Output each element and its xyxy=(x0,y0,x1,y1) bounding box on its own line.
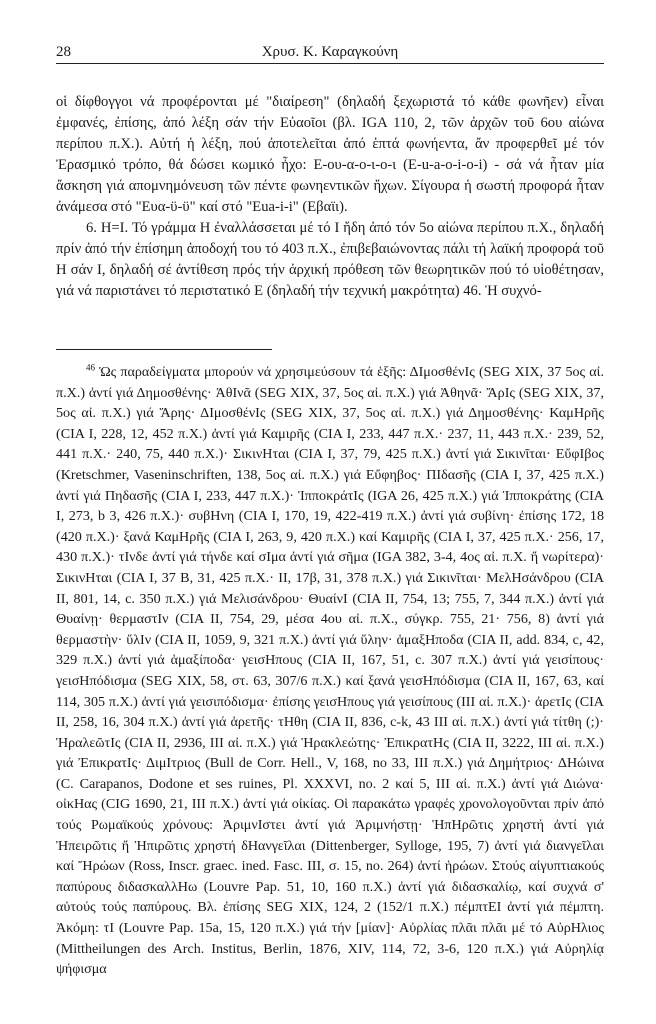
footnote-separator xyxy=(56,349,272,350)
paragraph-diphthongs: οἱ δίφθογγοι νά προφέρονται μέ "διαίρεση" (δηλαδή ξεχωριστά τό κάθε φωνῆεν) εἶναι ἐμφανές, ἐπίσης, ἀπό λέξη σάν τήν Εὐαοῖοι (βλ. IGA 110, 2, τῶν ἀρχῶν τοῦ 6ου αἰώνα περίπου π.Χ.). Αὐτή ἡ λέξη, πού ἀποτελεῖται ἀπό ἑπτά φωνήεντα, ἄν προφερθεῖ μέ τόν Ἐρασμικό τρόπο, θά δώσει κωμικό ἦχο: Ε-ου-α-ο-ι-ο-ι (E-u-a-o-i-o-i) - σά νά ἦταν μία ἄσκηση γιά απομνημόνευση τῶν πέντε φωνηεντικῶν ἤχων. Σίγουρα ἡ σωστή προφορά ἦταν ἀνάμεσα στό "Ευα-ϋ-ϋ" καί στό "Eua-i-i" (Εβαϊι). xyxy=(56,94,604,215)
page-number: 28 xyxy=(56,44,71,60)
footnote-46 xyxy=(56,362,604,980)
footnote-text: Ὡς παραδείγματα μπορούν νά χρησιμεύσουν τά ἑξῆς: ΔΙμοσθένΙς (SEG XIX, 37 5ος αἰ. π.Χ.) ἀντί γιά Δημοσθένης· ἈθΙνᾶ (SEG XIX, 37, 5ος αἰ. π.Χ.) γιά Ἀθηνᾶ· ἌρΙς (SEG XIX, 37, 5ος αἰ. π.Χ.) γιά Ἄρης· ΔΙμοσθένΙς (SEG XIX, 37, 5ος αἰ. π.Χ.) γιά Δημοσθένης· ΚαμΗρῆς (CIA I, 228, 12, 452 π.Χ.) ἀντί γιά Καμιρῆς (CIA I, 233, 447 π.Χ.· 237, 11, 443 π.Χ.· 239, 52, 441 π.Χ.· 240, 75, 440 π.Χ.)· ΣικινΗται (CIA I, 37, 79, 425 π.Χ.) ἀντί γιά Σικινῖται· ΕὔφΙβος (Kretschmer, Vaseninschriften, 138, 5ος αἰ. π.Χ.) γιά Εὔφηβος· ΠΙδασῆς (CIA I, 37, 425 π.Χ.) ἀντί γιά Πηδασῆς (CIA I, 233, 447 π.Χ.)· ἹπποκράτΙς (IGA 26, 425 π.Χ.) γιά Ἱπποκράτης (CIA I, 273, b 3, 426 π.Χ.)· συβΗνη (CIA I, 170, 19, 422-419 π.Χ.) ἀντί γιά συβίνη· ἐπίσης 172, 18 (420 π.Χ.)· ξανά ΚαμΗρῆς (CIA I, 263, 9, 420 π.Χ.) καί Καμιρῆς (CIA I, 37, 425 π.Χ.· 256, 17, 430 π.Χ.)· τΙνδε ἀντί γιά τήνδε καί σΙμα ἀντί γιά σῆμα (IGA 382, 3-4, 4ος αἰ. π.Χ. ἤ νωρίτερα)· ΣικινΗται (CIA I, 37 B, 31, 425 π.Χ.· II, 17β, 31, 378 π.Χ.) γιά Σικινῖται· ΜελΗσάνδρου (CIA II, 801, 14, c. 350 π.Χ.) γιά Μελισάνδρου· ΘυαίνΙ (CIA II, 754, 13; 755, 7, 344 π.Χ.) ἀντί γιά Θυαίνῃ· θερμαστΙν (CIA II, 754, 29, μέσα 4ου αἰ. π.Χ., σύγκρ. 755, 21· 756, 8) ἀντί γιά θερμαστὴν· ὕλΙν (CIA II, 1059, 9, 321 π.Χ.) ἀντί γιά ὕλην· ἁμαξΗποδα (CIA II, add. 834, c, 42, 329 π.Χ.) ἀντί γιά ἁμαξίποδα· γεισΗπους (CIA II, 167, 51, c. 307 π.Χ.) ἀντί γιά γεισίπους· γεισΗπόδισμα (SEG XIX, 58, στ. 63, 307/6 π.Χ.) καί ξανά γεισΗπόδισμα (CIA II, 167, 63, καί 114, 305 π.Χ.) ἀντί γιά γεισιπόδισμα· ἐπίσης γεισΗπους γιά γεισίπους (III αἰ. π.Χ.)· ἀρετΙς (CIA II, 258, 16, 304 π.Χ.) ἀντί γιά ἀρετῆς· τΗθη (CIA II, 836, c-k, 43 III αἰ. π.Χ.) ἀντί γιά τίτθη (;)· ἩραλεῶτΙς (CIA II, 2936, III αἰ. π.Χ.) γιά Ἡρακλεώτης· ἘπικρατΗς (CIA II, 3222, III αἰ. π.Χ.) γιά ἘπικρατΙς· ΔιμΙτριος (Bull de Corr. Hell., V, 168, no 33, III π.Χ.) γιά Δημήτριος· ΔΗώινα (C. Carapanos, Dodone et ses ruines, Pl. XXXVI, no. 2 καί 5, III αἰ. π.Χ.) ἀντί γιά Διώνα· οἰκΗας (CIG 1690, 21, III π.Χ.) ἀντί γιά οἰκίας. Οἱ παρακάτω γραφές χρονολογοῦνται πρίν ἀπό τούς Ρωμαϊκούς χρόνους: ἈριμνΙστει ἀντί γιά Ἀριμνήστῃ· ἩπΗρῶτις χρηστή ἀντί γιά Ἠπειρῶτις ἤ Ἡπιρῶτις χρηστή δΗανγεῖλαι (Dittenberger, Sylloge, 195, 7) ἀντί γιά διανγεῖλαι καί Ἤρώων (Ross, Inscr. graec. ined. Fasc. III, σ. 15, no. 264) ἀντί ἡρώων. Στούς αἰγυπτιακούς παπύρους διδασκαλλΗω (Louvre Pap. 51, 10, 160 π.Χ.) ἀντί γιά διδασκαλίῳ, καί συχνά σ' αὐτούς τούς παπύρους. Βλ. ἐπίσης SEG XIX, 124, 2 (152/1 π.Χ.) πέμπτΕΙ ἀντί γιά πέμπτη. Ἀκόμη: τΙ (Louvre Pap. 15a, 15, 120 π.Χ.) γιά τήν [μίαν]· Αὐρλίας πλᾶι πλᾶι μέ τό ΑὐρΗλιος (Mittheilungen des Arch. Institus, Berlin, 1876, XIV, 114, 72, 3-6, 120 π.Χ.) γιά Αὐρηλίᾳ ψήφισμα xyxy=(56,364,604,978)
running-title: Χρυσ. Κ. Καραγκούνη xyxy=(261,44,399,60)
footnote-number: 46 xyxy=(86,362,95,373)
page-header xyxy=(56,44,604,64)
paragraph-eta-iota: 6. H=I. Τό γράμμα Η ἐναλλάσσεται μέ τό Ι ἤδη ἀπό τόν 5ο αἰώνα περίπου π.Χ., δηλαδή πρίν ἀπό τήν ἐπίσημη ἀποδοχή του τό 403 π.Χ., ἐπιβεβαιώνοντας πάλι τή λαϊκή προφορά τοῦ Η σάν Ι, δηλαδή σέ ἀντίθεση πρός τήν ἀρχική πρόθεση τῶν θεωρητικῶν πού τό υἱοθέτησαν, γιά νά παριστάνει τό περιστατικό Ε (δηλαδή τήν τεχνική μακρότητα) 46. Ἡ συχνό- xyxy=(56,220,604,299)
footnotes xyxy=(56,362,604,980)
main-text xyxy=(56,92,604,302)
